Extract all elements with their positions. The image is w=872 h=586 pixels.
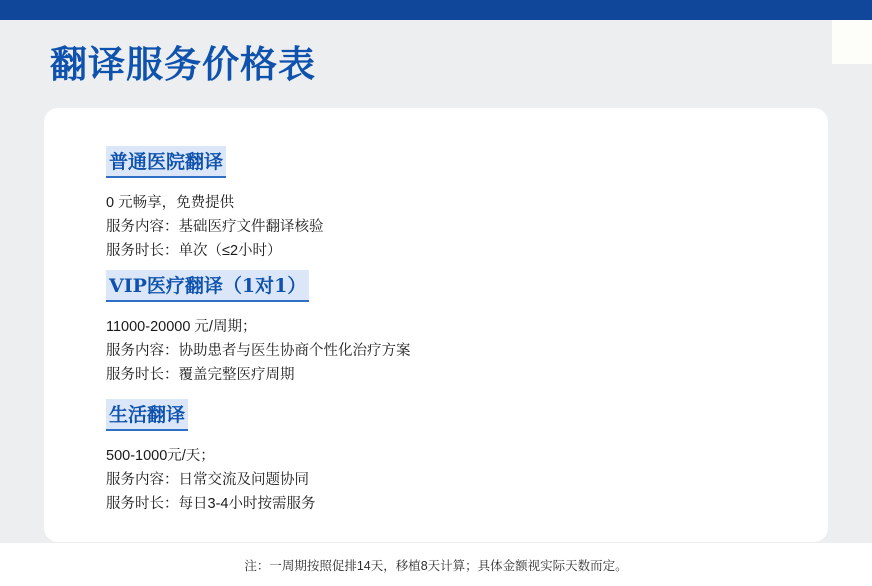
section-body (106, 191, 324, 263)
section-line: 服务时长：每日3-4小时按需服务 (106, 496, 316, 512)
section-line: 服务时长：单次（≤2小时） (106, 243, 282, 259)
section-line: 服务内容：协助患者与医生协商个性化治疗方案 (106, 343, 411, 359)
footnote: 注：一周期按照促排14天，移植8天计算；具体金额视实际天数而定。 (244, 559, 628, 573)
section-line: 0 元畅享，免费提供 (106, 195, 235, 211)
top-accent-bar (0, 0, 872, 20)
section-line: 500-1000元/天； (106, 448, 215, 464)
section-heading: VIP医疗翻译（1对1） (106, 270, 309, 302)
section-heading: 生活翻译 (106, 399, 188, 431)
section-line: 11000-20000 元/周期； (106, 319, 257, 335)
section-vip-medical-translation (106, 270, 411, 387)
section-line: 服务时长：覆盖完整医疗周期 (106, 367, 295, 383)
section-line: 服务内容：日常交流及问题协同 (106, 472, 309, 488)
price-card (44, 108, 828, 542)
background-corner-notch (832, 20, 872, 64)
section-standard-hospital-translation (106, 146, 324, 263)
section-body (106, 444, 315, 516)
section-heading: 普通医院翻译 (106, 146, 226, 178)
section-line: 服务内容：基础医疗文件翻译核验 (106, 219, 324, 235)
section-life-translation (106, 399, 315, 516)
section-body (106, 315, 411, 387)
page-title: 翻译服务价格表 (50, 42, 316, 86)
